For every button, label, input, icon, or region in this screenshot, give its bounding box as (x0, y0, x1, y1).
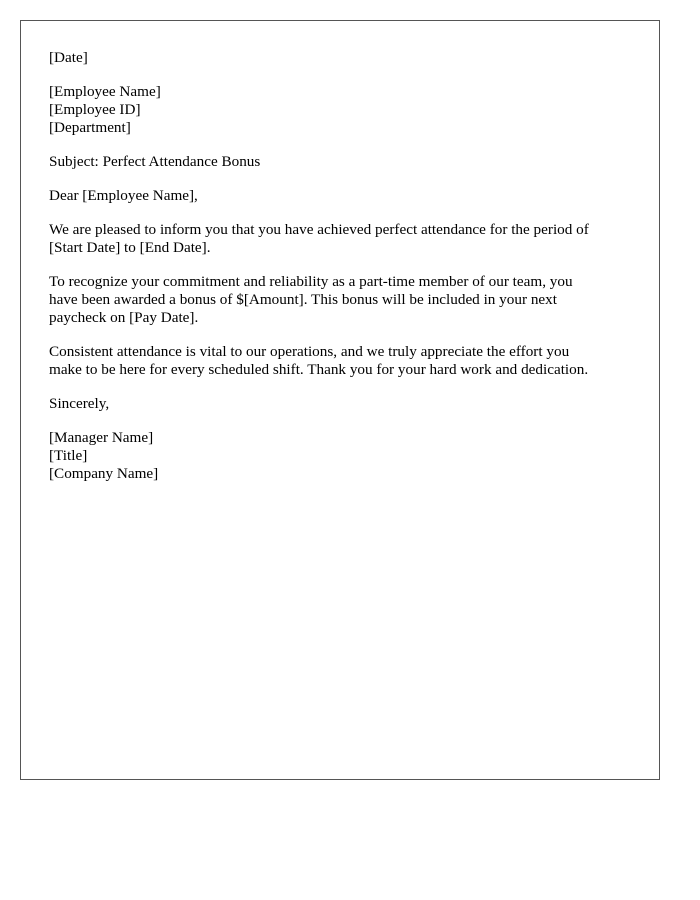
salutation-block (49, 187, 631, 205)
letter-salutation: Dear [Employee Name], (49, 187, 198, 204)
body-line: make to be here for every scheduled shift. Thank you for your hard work and dedication. (49, 361, 589, 378)
letter-date: [Date] (49, 49, 88, 66)
recipient-id: [Employee ID] (49, 101, 141, 118)
recipient-name: [Employee Name] (49, 83, 161, 100)
body-paragraph-3 (49, 343, 631, 379)
body-line: We are pleased to inform you that you have achieved perfect attendance for the period of (49, 221, 589, 238)
signature-block (49, 429, 631, 483)
body-line: To recognize your commitment and reliability as a part-time member of our team, you (49, 273, 573, 290)
recipient-department: [Department] (49, 119, 131, 136)
recipient-block (49, 83, 631, 137)
body-paragraph-1 (49, 221, 631, 257)
signature-name: [Manager Name] (49, 429, 154, 446)
signature-title: [Title] (49, 447, 88, 464)
letter-subject: Subject: Perfect Attendance Bonus (49, 153, 261, 170)
body-paragraph-2 (49, 273, 631, 327)
letter-page (20, 20, 660, 780)
body-line: Consistent attendance is vital to our operations, and we truly appreciate the effort you (49, 343, 570, 360)
subject-block (49, 153, 631, 171)
signature-company: [Company Name] (49, 465, 159, 482)
date-block (49, 49, 631, 67)
body-line: paycheck on [Pay Date]. (49, 309, 199, 326)
body-line: have been awarded a bonus of $[Amount]. This bonus will be included in your next (49, 291, 557, 308)
closing-block (49, 395, 631, 413)
letter-closing: Sincerely, (49, 395, 110, 412)
body-line: [Start Date] to [End Date]. (49, 239, 211, 256)
